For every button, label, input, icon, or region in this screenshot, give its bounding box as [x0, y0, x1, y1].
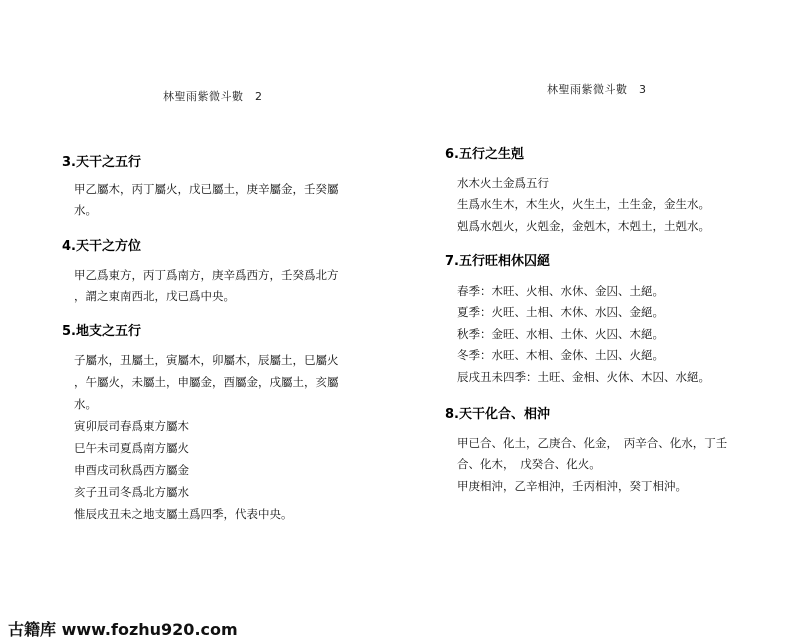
section-5-line: 惟辰戌丑未之地支屬土爲四季，代表中央。 [74, 507, 293, 521]
section-5-line: 巳午未司夏爲南方屬火 [74, 441, 189, 455]
section-title-7: 7.五行旺相休囚絕 [445, 254, 550, 269]
section-7-line: 夏季：火旺、土相、木休、水囚、金絕。 [457, 305, 664, 319]
section-title-5: 5.地支之五行 [62, 324, 141, 339]
section-3-line: 水。 [74, 203, 97, 217]
right-page [400, 0, 793, 641]
section-8-line: 甲庚相沖，乙辛相沖，壬丙相沖，癸丁相沖。 [457, 479, 687, 493]
right-page-header: 林聖雨紫微斗數 3 [547, 83, 647, 96]
section-5-line: 子屬水，丑屬土，寅屬木，卯屬木，辰屬土，巳屬火 [74, 353, 339, 367]
section-7-line: 冬季：水旺、木相、金休、土囚、火絕。 [457, 348, 664, 362]
section-7-line: 春季：木旺、火相、水休、金囚、土絕。 [457, 284, 664, 298]
left-page-header: 林聖雨紫微斗數 2 [163, 90, 263, 103]
section-3-line: 甲乙屬木，丙丁屬火，戊已屬土，庚辛屬金，壬癸屬 [74, 182, 339, 196]
watermark-brand: 古籍库 [8, 620, 57, 639]
section-title-6: 6.五行之生剋 [445, 147, 524, 162]
section-4-line: 甲乙爲東方，丙丁爲南方，庚辛爲西方，壬癸爲北方 [74, 268, 339, 282]
section-title-8: 8.天干化合、相沖 [445, 407, 550, 422]
section-6-line: 生爲水生木，木生火，火生土，土生金，金生水。 [457, 197, 710, 211]
section-5-line: 寅卯辰司春爲東方屬木 [74, 419, 189, 433]
section-5-line: 亥子丑司冬爲北方屬水 [74, 485, 189, 499]
section-8-line: 甲已合、化土，乙庚合、化金， 丙辛合、化水，丁壬 [457, 436, 728, 450]
section-title-4: 4.天干之方位 [62, 239, 141, 254]
section-5-line: 水。 [74, 397, 97, 411]
section-5-line: ，午屬火，未屬土，申屬金，酉屬金，戌屬土，亥屬 [74, 375, 339, 389]
section-6-line: 水木火土金爲五行 [457, 176, 549, 190]
section-7-line: 秋季：金旺、水相、土休、火囚、木絕。 [457, 327, 664, 341]
section-5-line: 申酉戌司秋爲西方屬金 [74, 463, 189, 477]
section-4-line: ，謂之東南西北，戊已爲中央。 [74, 289, 235, 303]
section-7-line: 辰戌丑未四季：土旺、金相、火休、木囚、水絕。 [457, 370, 710, 384]
section-title-3: 3.天干之五行 [62, 155, 141, 170]
section-8-line: 合、化木， 戊癸合、化火。 [457, 457, 601, 471]
watermark-url: www.fozhu920.com [61, 620, 238, 639]
section-6-line: 剋爲水剋火，火剋金，金剋木，木剋土，土剋水。 [457, 219, 710, 233]
watermark-footer [8, 617, 238, 640]
